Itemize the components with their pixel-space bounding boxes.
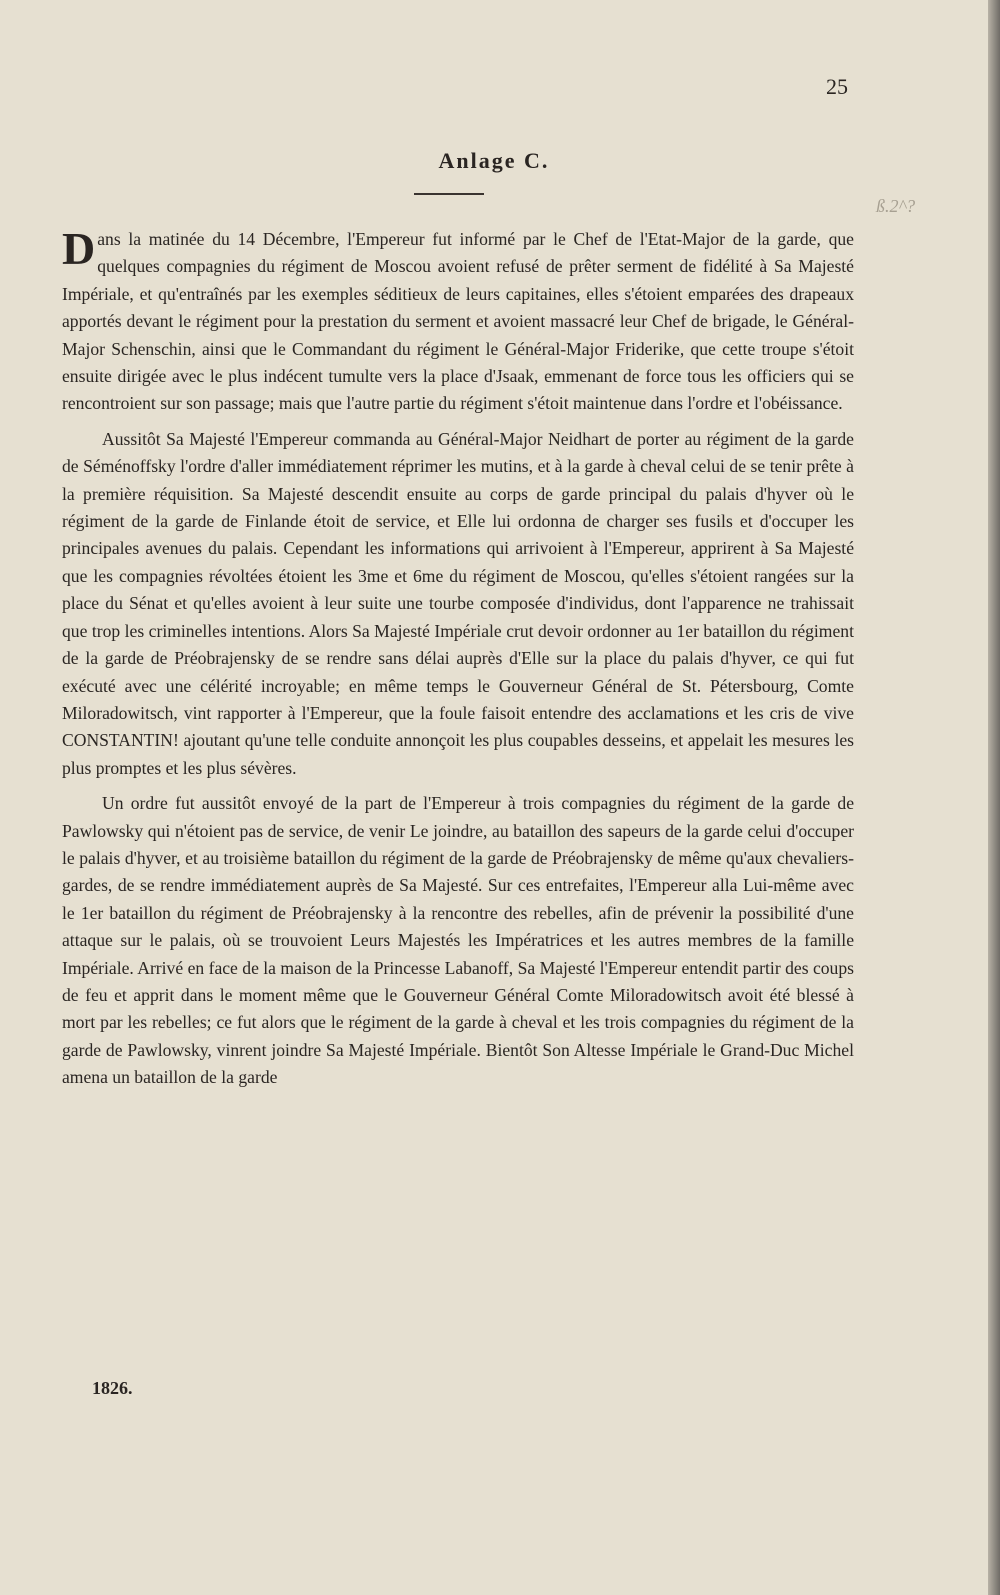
page-edge-shadow [988, 0, 1000, 1595]
page-number: 25 [826, 74, 848, 99]
paragraph-1-text: ans la matinée du 14 Décembre, l'Empereur fut informé par le Chef de l'Etat-Major de la garde, que quelques compagnies du régiment de Moscou avoient refusé de prêter serment de fidélité à Sa Majesté Impériale, et qu'entraînés par les exemples séditieux de leurs capitaines, elles s'étoient emparées des drapeaux apportés devant le régiment pour la prestation du serment et avoient massacré leur Chef de brigade, le Général-Major Schenschin, ainsi que le Commandant du régiment le Général-Major Friderike, que cette troupe s'étoit ensuite dirigée avec le plus indécent tumulte vers la place d'Jsaak, emmenant de force tous les officiers qui se rencontroient sur son passage; mais que l'autre partie du régiment s'étoit maintenue dans l'ordre et l'obéissance. [62, 229, 854, 414]
footer-year: 1826. [92, 1378, 133, 1398]
paragraph-1 [62, 223, 854, 418]
section-heading: Anlage C. [438, 148, 550, 173]
drop-cap: D [62, 223, 96, 274]
paragraph-2: Aussitôt Sa Majesté l'Empereur commanda au Général-Major Neidhart de porter au régiment de la garde de Séménoffsky l'ordre d'aller immédiatement réprimer les mutins, et à la garde à cheval celui de se tenir prête à la première réquisition. Sa Majesté descendit ensuite au corps de garde principal du palais d'hyver où le régiment de la garde de Finlande étoit de service, et Elle lui ordonna de charger ses fusils et d'occuper les principales avenues du palais. Cependant les informations qui arrivoient à l'Empereur, apprirent à Sa Majesté que les compagnies révoltées étoient les 3me et 6me du régiment de Moscou, qu'elles s'étoient rangées sur la place du Sénat et qu'elles avoient à leur suite une tourbe composée d'individus, dont l'apparence ne trahissait que trop les criminelles intentions. Alors Sa Majesté Impériale crut devoir ordonner au 1er bataillon du régiment de la garde de Préobrajensky de se rendre sans délai auprès d'Elle sur la place du palais d'hyver, ce qui fut exécuté avec une célérité incroyable; en même temps le Gouverneur Général de St. Pétersbourg, Comte Miloradowitsch, vint rapporter à l'Empereur, que la foule faisoit entendre des acclamations et les cris de vive CONSTANTIN! ajoutant qu'une telle conduite annonçoit les plus coupables desseins, et appelait les mesures les plus promptes et les plus sévères. [62, 428, 854, 778]
margin-mark: ß.2^? [876, 196, 916, 216]
paragraph-3: Un ordre fut aussitôt envoyé de la part de l'Empereur à trois compagnies du régiment de la garde de Pawlowsky qui n'étoient pas de service, de venir Le joindre, au bataillon des sapeurs de la garde celui d'occuper le palais d'hyver, et au troisième bataillon du régiment de la garde de Préobrajensky de même qu'aux chevaliers-gardes, de se rendre immédiatement auprès de Sa Majesté. Sur ces entrefaites, l'Empereur alla Lui-même avec le 1er bataillon du régiment de Préobrajensky à la rencontre des rebelles, afin de prévenir la possibilité d'une attaque sur le palais, où se trouvoient Leurs Majestés les Impératrices et les autres membres de la famille Impériale. Arrivé en face de la maison de la Princesse Labanoff, Sa Majesté l'Empereur entendit partir des coups de feu et apprit dans le moment même que le Gouverneur Général Comte Miloradowitsch avoit été blessé à mort par les rebelles; ce fut alors que le régiment de la garde à cheval et les trois compagnies du régiment de la garde de Pawlowsky, vinrent joindre Sa Majesté Impériale. Bientôt Son Altesse Impériale le Grand-Duc Michel amena un bataillon de la garde [62, 793, 854, 1088]
heading-rule [414, 193, 484, 195]
body-text [62, 223, 854, 1092]
